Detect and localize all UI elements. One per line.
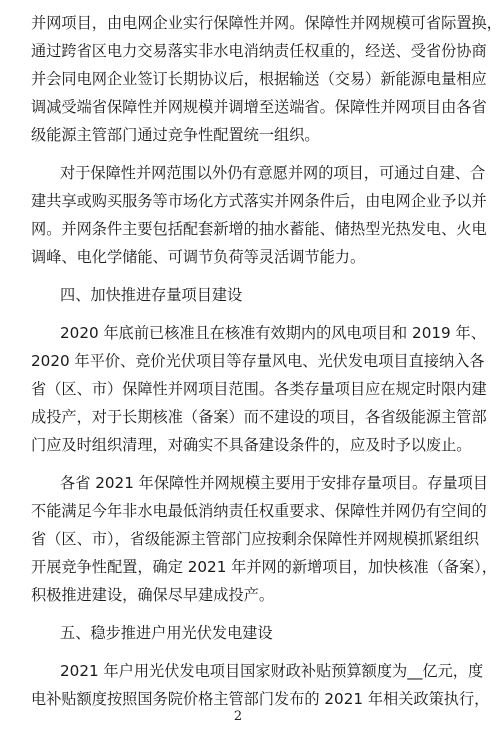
text-line: 成投产，对于长期核准（备案）而不建设的项目，各省级能源主管部 <box>31 408 487 426</box>
text-line: 级能源主管部门通过竞争性配置统一组织。 <box>31 126 320 144</box>
text-line: 调减受端省保障性并网规模并调增至送端省。保障性并网项目由各省 <box>31 98 487 116</box>
text-line: 2020 年平价、竞价光伏项目等存量风电、光伏发电项目直接纳入各 <box>31 352 485 370</box>
text-line: 开展竞争性配置，确定 2021 年并网的新增项目，加快核准（备案）， <box>31 558 497 576</box>
text-line: 2021 年户用光伏发电项目国家财政补贴预算额度为__亿元，度 <box>60 662 484 680</box>
text-line: 省（区、市）保障性并网项目范围。各类存量项目应在规定时限内建 <box>31 380 487 398</box>
text-line: 不能满足今年非水电最低消纳责任权重要求、保障性并网仍有空间的 <box>31 502 487 520</box>
text-line: 通过跨省区电力交易落实非水电消纳责任权重的，经送、受省份协商 <box>31 42 487 60</box>
text-line: 门应及时组织清理，对确实不具备建设条件的，应及时予以废止。 <box>31 436 472 454</box>
text-line: 各省 2021 年保障性并网规模主要用于安排存量项目。存量项目 <box>60 474 488 492</box>
page-number: 2 <box>233 709 243 724</box>
text-line: 电补贴额度按照国务院价格主管部门发布的 2021 年相关政策执行， <box>31 690 490 708</box>
text-line: 并网项目，由电网企业实行保障性并网。保障性并网规模可省际置换， <box>31 14 502 32</box>
text-line: 2020 年底前已核准且在核准有效期内的风电项目和 2019 年、 <box>60 324 486 342</box>
section-heading: 五、稳步推进户用光伏发电建设 <box>60 624 273 642</box>
text-line: 省（区、市），省级能源主管部门应按剩余保障性并网规模抓紧组织 <box>31 530 480 548</box>
text-line: 积极推进建设，确保尽早建成投产。 <box>31 586 274 604</box>
text-line: 对于保障性并网范围以外仍有意愿并网的项目，可通过自建、合 <box>60 164 486 182</box>
text-line: 建共享或购买服务等市场化方式落实并网条件后，由电网企业予以并 <box>31 192 487 210</box>
text-line: 网。并网条件主要包括配套新增的抽水蓄能、储热型光热发电、火电 <box>31 220 487 238</box>
text-line: 调峰、电化学储能、可调节负荷等灵活调节能力。 <box>31 248 366 266</box>
text-line: 并会同电网企业签订长期协议后，根据输送（交易）新能源电量相应 <box>31 70 487 88</box>
section-heading: 四、加快推进存量项目建设 <box>60 286 243 304</box>
